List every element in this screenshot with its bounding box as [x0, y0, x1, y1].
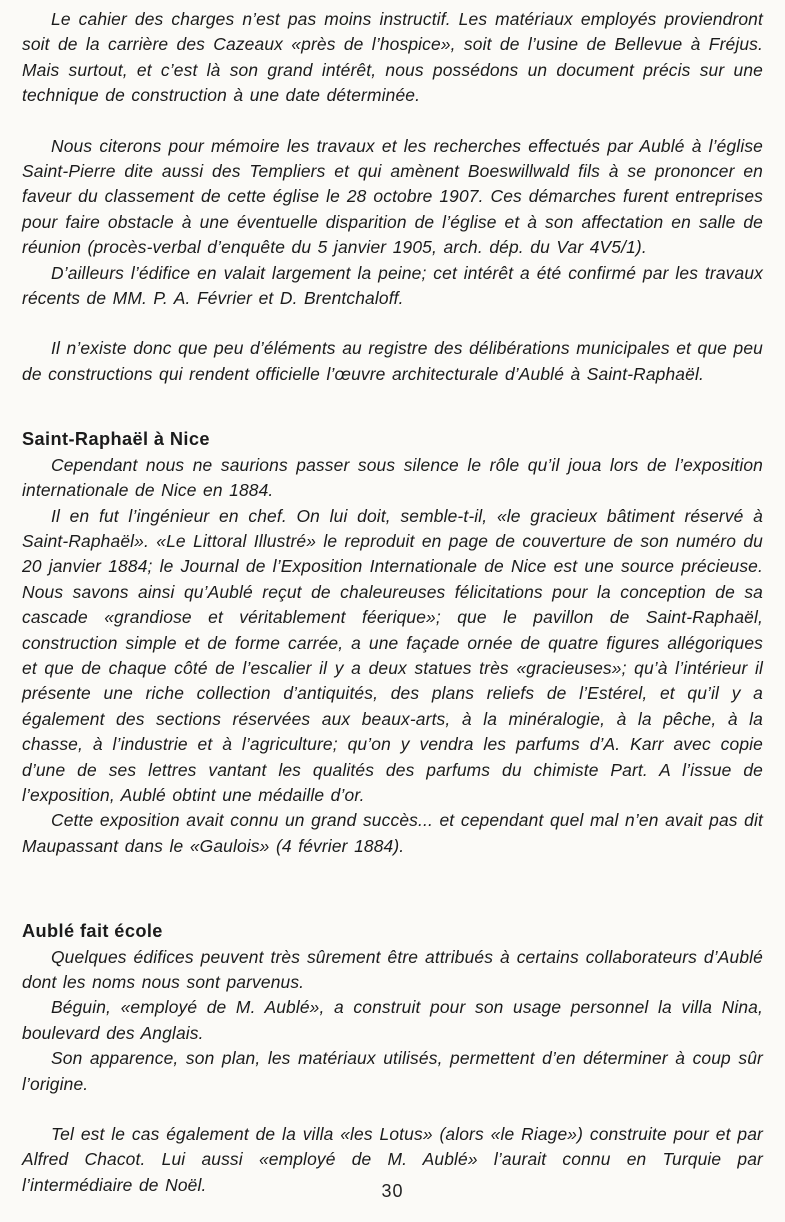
paragraph-cahier-des-charges: Le cahier des charges n’est pas moins instructif. Les matériaux employés proviendront soit de la carrière des Cazeaux «près de l’hospice», soit de l’usine de Bellevue à Fréjus. Mais surtout, et c’est là son grand intérêt, nous possédons un document précis sur une technique de construction à une date déterminée. [22, 9, 763, 106]
section-saint-raphael-a-nice [22, 427, 763, 859]
paragraph-son-apparence: Son apparence, son plan, les matériaux utilisés, permettent d’en déterminer à coup sûr l’origine. [22, 1048, 763, 1094]
page-footer [0, 1179, 785, 1204]
paragraph-maupassant: Cette exposition avait connu un grand succès... et cependant quel mal n’en avait pas dit Maupassant dans le «Gaulois» (4 février 1884). [22, 810, 763, 856]
section-heading-saint-raphael-a-nice: Saint-Raphaël à Nice [22, 429, 210, 450]
paragraph-travaux-saint-pierre: Nous citerons pour mémoire les travaux et les recherches effectués par Aublé à l’église Saint-Pierre dite aussi des Templiers et qui amènent Boeswillwald fils à se prononcer en faveur du classement de cette église le 28 octobre 1907. Ces démarches furent entreprises pour faire obstacle à une éventuelle disparition de l’église et à son affectation en salle de réunion (procès-verbal d’enquête du 5 janvier 1905, arch. dép. du Var 4V5/1). [22, 135, 763, 258]
paragraph-peu-elements: Il n’existe donc que peu d’éléments au registre des délibérations municipales et que peu de constructions qui rendent officielle l’œuvre architecturale d’Aublé à Saint-Raphaël. [22, 338, 763, 384]
paragraph-edifice-peine: D’ailleurs l’édifice en valait largement la peine; cet intérêt a été confirmé par les travaux récents de MM. P. A. Février et D. Brentchaloff. [22, 262, 763, 309]
section-intro [22, 7, 763, 387]
section-heading-auble-fait-ecole: Aublé fait école [22, 921, 163, 942]
section-auble-fait-ecole [22, 919, 763, 1198]
paragraph-exposition-nice: Cependant nous ne saurions passer sous silence le rôle qu’il joua lors de l’exposition internationale de Nice en 1884. [22, 454, 763, 501]
page-number: 30 [381, 1180, 404, 1201]
paragraph-beguin-villa-nina: Béguin, «employé de M. Aublé», a construit pour son usage personnel la villa Nina, boulevard des Anglais. [22, 997, 763, 1043]
paragraph-quelques-edifices: Quelques édifices peuvent très sûrement être attribués à certains collaborateurs d’Aublé dont les noms nous sont parvenus. [22, 946, 763, 992]
paragraph-ingenieur-en-chef: Il en fut l’ingénieur en chef. On lui doit, semble-t-il, «le gracieux bâtiment réservé à Saint-Raphaël». «Le Littoral Illustré» le reproduit en page de couverture de son numéro du 20 janvier 1884; le Journal de l’Exposition Internationale de Nice est une source précieuse. Nous savons ainsi qu’Aublé reçut de chaleureuses félicitations pour la conception de sa cascade «grandiose et véritablement féerique»; que le pavillon de Saint-Raphaël, construction simple et de forme carrée, a une façade ornée de quatre figures allégoriques et que de chaque côté de l’escalier il y a deux statues très «gracieuses»; qu’à l’intérieur il présente une riche collection d’antiquités, des plans reliefs de l’Estérel, et qu’il y a également des sections réservées aux beaux-arts, à la minéralogie, à la pêche, à la chasse, à l’industrie et à l’agriculture; qu’on y vendra les parfums d’A. Karr avec copie d’une de ses lettres vantant les qualités des parfums du chimiste Part. A l’issue de l’exposition, Aublé obtint une médaille d’or. [22, 505, 763, 805]
paragraph-villa-les-lotus: Tel est le cas également de la villa «les Lotus» (alors «le Riage») construite pour et par Alfred Chacot. Lui aussi «employé de M. Aublé» l’aurait connu en Turquie par l’intermédiaire de Noël. [22, 1124, 763, 1195]
